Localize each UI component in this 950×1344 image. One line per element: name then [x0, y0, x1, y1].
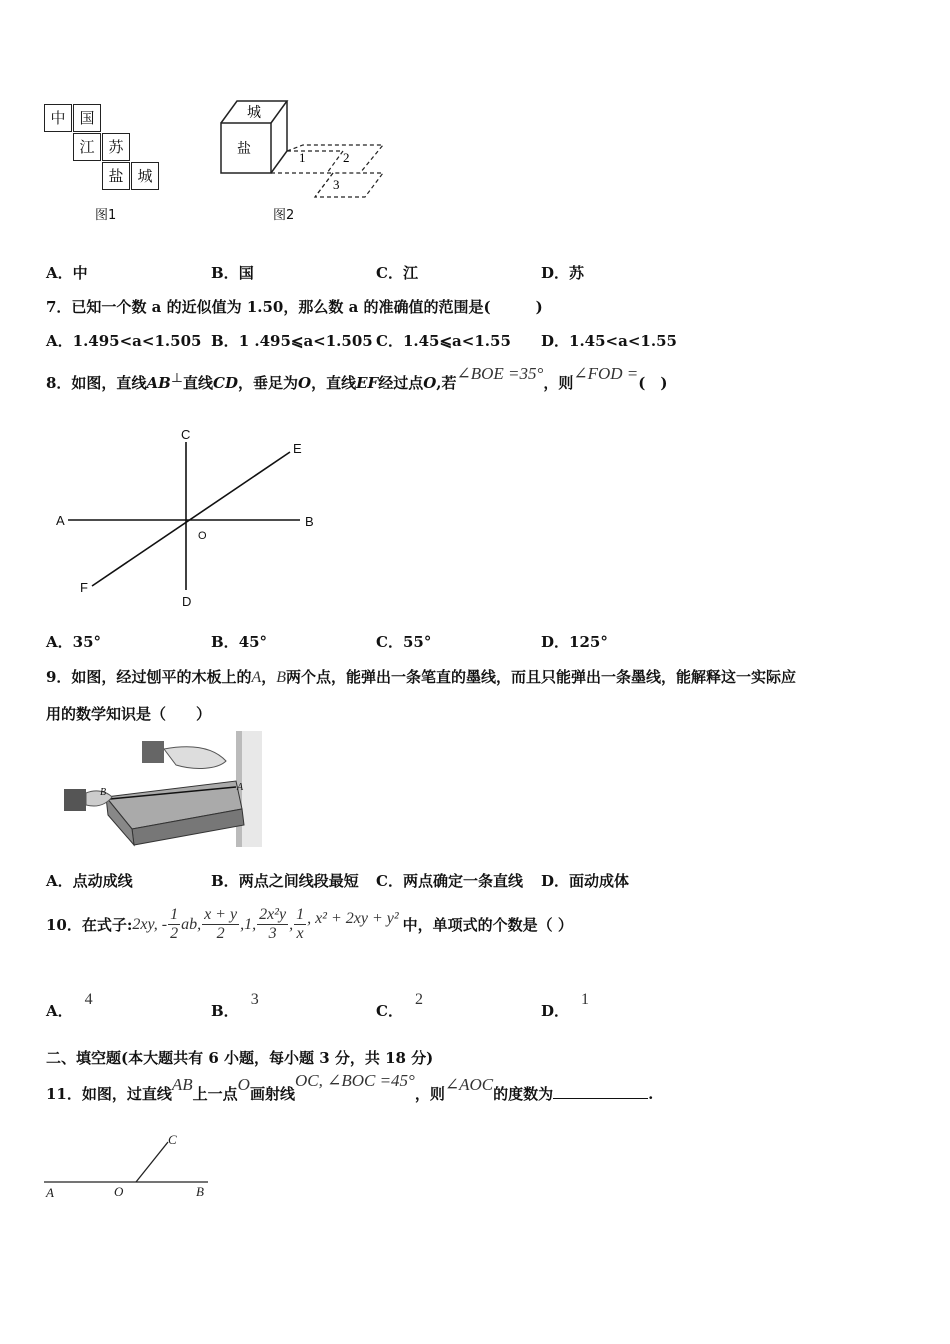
q9-point-a: A [251, 669, 262, 686]
q8-angle-fod: ∠FOD = [573, 364, 639, 383]
perp-symbol: ⊥ [170, 370, 184, 385]
fraction [257, 906, 288, 943]
q10-text: 中，单项式的个数是（ ） [402, 916, 573, 934]
point-label-a: A [46, 1185, 54, 1200]
point-label-d: D [182, 594, 192, 609]
face-label-2: 2 [343, 150, 350, 165]
q8-text: ，垂足为 [237, 374, 298, 392]
numerator: 1 [170, 906, 179, 923]
q8-text: 8．如图，直线 [46, 374, 147, 392]
option-text: 国 [238, 264, 254, 282]
q6-option-b[interactable] [211, 262, 254, 283]
q11-figure [40, 1128, 220, 1208]
q9-point-b: B [276, 669, 287, 686]
q6-option-c[interactable] [376, 262, 418, 283]
option-key: D． [541, 1002, 570, 1020]
q9-text: ， [261, 668, 277, 686]
option-text: 江 [402, 264, 418, 282]
q8-o: O [298, 374, 312, 392]
photo-label-a: A [237, 782, 244, 793]
q8-angle-boe: ∠BOE =35° [456, 364, 544, 383]
q8-text: 直线 [183, 374, 214, 392]
face-label-1: 1 [299, 150, 306, 165]
denominator: 2 [170, 925, 179, 942]
option-text: 1 .495⩽a<1.505 [238, 332, 373, 350]
option-key: B． [211, 264, 239, 282]
figure-2-caption: 图2 [273, 208, 295, 223]
q8-text: 经过点 [378, 374, 424, 392]
q9-stem-line1 [46, 666, 796, 687]
q11-stem [46, 1071, 654, 1104]
fraction [168, 906, 180, 943]
q11-text: 上一点 [192, 1085, 238, 1103]
option-text: 45° [238, 633, 268, 651]
q11-text: ，则 [414, 1085, 445, 1103]
q7-option-d[interactable] [541, 330, 677, 351]
figure-1-caption: 图1 [95, 208, 117, 223]
expr-part: ab, [181, 915, 202, 933]
q11-text: 画射线 [249, 1085, 295, 1103]
q11-text: . [648, 1085, 654, 1103]
figure-2-cube [215, 95, 395, 205]
point-label-c: C [168, 1132, 177, 1147]
q6-option-a[interactable] [46, 262, 88, 283]
option-text: 125° [569, 633, 608, 651]
point-label-a: A [56, 513, 65, 528]
option-key: A． [46, 332, 73, 350]
cube-front-label: 盐 [237, 141, 251, 157]
fraction [202, 906, 239, 943]
q8-option-c[interactable] [376, 631, 431, 652]
q8-text: ( ) [638, 374, 668, 392]
option-key: B． [211, 332, 239, 350]
option-key: D． [541, 633, 570, 651]
fraction [294, 906, 306, 943]
option-key: D． [541, 872, 570, 890]
option-text: 4 [84, 991, 93, 1008]
net-cell: 城 [131, 162, 159, 190]
cube-top-label: 城 [247, 105, 261, 121]
q10-text: 10．在式子: [46, 916, 133, 934]
q8-text: ，直线 [311, 374, 357, 392]
denominator: x [296, 925, 304, 942]
q11-o: O [237, 1075, 250, 1094]
q9-photo-plank [46, 731, 262, 847]
q8-option-d[interactable] [541, 631, 608, 652]
q9-option-c[interactable] [376, 870, 523, 891]
net-cell: 国 [73, 104, 101, 132]
q10-expr [132, 906, 398, 943]
net-cell: 苏 [102, 133, 130, 161]
option-key: A． [46, 633, 73, 651]
net-cell: 盐 [102, 162, 130, 190]
option-key: A． [46, 1002, 73, 1020]
option-key: B． [211, 1002, 239, 1020]
option-text: 两点确定一条直线 [402, 872, 523, 890]
q8-ef: EF [356, 374, 379, 392]
denominator: 3 [268, 925, 277, 942]
q11-text: 11．如图，过直线 [46, 1085, 172, 1103]
point-label-f: F [80, 580, 88, 595]
photo-label-b: B [100, 787, 107, 798]
option-key: C． [376, 332, 403, 350]
net-cell: 江 [73, 133, 101, 161]
option-key: B． [211, 872, 239, 890]
q9-option-b[interactable] [211, 870, 359, 891]
option-text: 3 [250, 991, 259, 1008]
point-label-b: B [305, 514, 314, 529]
q9-option-d[interactable] [541, 870, 629, 891]
face-label-3: 3 [333, 177, 340, 192]
q9-text: 两个点，能弹出一条笔直的墨线，而且只能弹出一条墨线，能解释这一实际应 [286, 668, 797, 686]
q11-math1: OC, ∠BOC =45° [294, 1071, 415, 1090]
q8-figure [50, 420, 330, 620]
option-key: A． [46, 872, 73, 890]
option-text: 苏 [569, 264, 585, 282]
q9-text: 9．如图，经过刨平的木板上的 [46, 668, 252, 686]
q10-option-c[interactable] [376, 988, 423, 1020]
q7-option-c[interactable] [376, 330, 511, 351]
q10-option-b[interactable] [211, 988, 259, 1020]
expr-part: , x² + 2xy + y² [307, 909, 399, 927]
option-key: B． [211, 633, 239, 651]
q7-stem: 7．已知一个数 a 的近似值为 1.50，那么数 a 的准确值的范围是( ) [46, 298, 543, 316]
q8-o2: O [423, 374, 437, 392]
q8-ab: AB [146, 374, 171, 392]
point-label-o: O [198, 530, 207, 542]
expr-part: , [289, 915, 294, 933]
option-text: 55° [402, 633, 432, 651]
expr-part: ,1, [240, 915, 257, 933]
q10-option-a[interactable] [46, 988, 93, 1020]
net-cell: 中 [44, 104, 72, 132]
q11-math2: ∠AOC [444, 1075, 494, 1094]
q8-text: ，则 [543, 374, 574, 392]
point-label-e: E [293, 441, 302, 456]
option-key: A． [46, 264, 73, 282]
point-label-b: B [196, 1184, 204, 1199]
q10-option-d[interactable] [541, 988, 590, 1020]
numerator: 1 [296, 906, 305, 923]
q11-ab: AB [171, 1075, 193, 1094]
option-text: 2 [414, 991, 423, 1008]
q8-option-b[interactable] [211, 631, 267, 652]
denominator: 2 [216, 925, 225, 942]
option-text: 1.45⩽a<1.55 [402, 332, 511, 350]
option-text: 面动成体 [569, 872, 630, 890]
section-2-heading: 二、填空题(本大题共有 6 小题，每小题 3 分，共 18 分) [46, 1049, 434, 1067]
option-key: D． [541, 332, 570, 350]
q11-text: 的度数为 [493, 1085, 554, 1103]
q8-stem [46, 364, 668, 393]
figure-1-net [44, 104, 169, 204]
option-text: 1 [581, 991, 590, 1008]
option-text: 35° [72, 633, 102, 651]
option-text: 中 [72, 264, 88, 282]
q9-stem-line2: 用的数学知识是（ ） [46, 705, 212, 723]
q8-cd: CD [213, 374, 238, 392]
q10-stem [46, 906, 573, 943]
option-text: 1.45<a<1.55 [569, 332, 677, 350]
point-label-o: O [114, 1184, 124, 1199]
option-key: C． [376, 1002, 403, 1020]
numerator: x + y [204, 906, 238, 923]
option-text: 点动成线 [72, 872, 133, 890]
point-label-c: C [181, 427, 191, 442]
option-key: D． [541, 264, 570, 282]
q6-option-d[interactable] [541, 262, 584, 283]
option-text: 两点之间线段最短 [238, 872, 359, 890]
q9-option-a[interactable] [46, 870, 133, 891]
q8-text: ,若 [436, 374, 457, 392]
option-text: 1.495<a<1.505 [72, 332, 202, 350]
numerator: 2x²y [259, 906, 287, 923]
option-key: C． [376, 872, 403, 890]
q8-option-a[interactable] [46, 631, 101, 652]
expr-part: 2xy, - [132, 915, 168, 933]
q7-option-b[interactable] [211, 330, 373, 351]
option-key: C． [376, 264, 403, 282]
q7-option-a[interactable] [46, 330, 201, 351]
option-key: C． [376, 633, 403, 651]
answer-blank[interactable] [553, 1084, 648, 1099]
